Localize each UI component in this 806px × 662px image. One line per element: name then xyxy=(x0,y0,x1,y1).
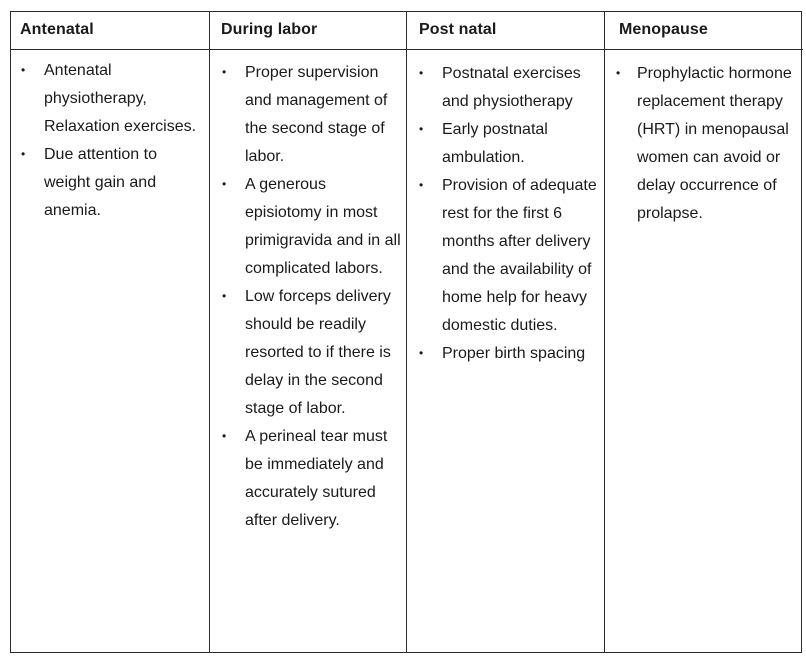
list-item xyxy=(11,141,209,225)
bullet-list xyxy=(210,50,406,535)
list-item-text: Postnatal exercises and physiotherapy xyxy=(442,65,581,110)
list-item-text: Low forceps delivery should be readily resorted to if there is delay in the second stage of labor. xyxy=(245,288,391,417)
column-header: Menopause xyxy=(605,12,803,50)
bullet-icon: • xyxy=(222,177,227,191)
column-header: During labor xyxy=(210,12,406,50)
bullet-icon: • xyxy=(419,178,424,192)
prevention-table xyxy=(10,11,802,653)
list-item-text: A generous episiotomy in most primigravida and in all complicated labors. xyxy=(245,176,401,277)
bullet-icon: • xyxy=(419,66,424,80)
list-item-text: Proper birth spacing xyxy=(442,345,586,362)
list-item xyxy=(407,340,604,368)
bullet-icon: • xyxy=(222,429,227,443)
bullet-list xyxy=(11,50,209,225)
column-header: Antenatal xyxy=(11,12,209,50)
list-item-text: Proper supervision and management of the second stage of labor. xyxy=(245,64,388,165)
list-item xyxy=(210,59,406,171)
list-item-text: Provision of adequate rest for the first 6 months after delivery and the availability of home help for heavy domestic duties. xyxy=(442,177,597,334)
column-during-labor xyxy=(209,12,406,652)
column-post-natal xyxy=(406,12,604,652)
list-item xyxy=(407,172,604,340)
list-item xyxy=(407,116,604,172)
bullet-list xyxy=(605,50,803,228)
bullet-icon: • xyxy=(222,65,227,79)
column-header: Post natal xyxy=(407,12,604,50)
bullet-icon: • xyxy=(222,289,227,303)
column-menopause xyxy=(604,12,803,652)
list-item xyxy=(210,423,406,535)
bullet-list xyxy=(407,50,604,368)
list-item-text: A perineal tear must be immediately and accurately sutured after delivery. xyxy=(245,428,388,529)
column-antenatal xyxy=(11,12,209,652)
bullet-icon: • xyxy=(616,66,621,80)
bullet-icon: • xyxy=(21,63,26,77)
list-item xyxy=(210,283,406,423)
list-item xyxy=(605,60,803,228)
bullet-icon: • xyxy=(419,122,424,136)
list-item xyxy=(407,60,604,116)
list-item-text: Prophylactic hormone replacement therapy (HRT) in menopausal women can avoid or delay occurrence of prolapse. xyxy=(637,65,792,222)
list-item xyxy=(210,171,406,283)
list-item-text: Antenatal physiotherapy, Relaxation exercises. xyxy=(44,62,197,135)
list-item-text: Early postnatal ambulation. xyxy=(442,121,548,166)
bullet-icon: • xyxy=(21,147,26,161)
list-item-text: Due attention to weight gain and anemia. xyxy=(44,146,157,219)
list-item xyxy=(11,57,209,141)
bullet-icon: • xyxy=(419,346,424,360)
